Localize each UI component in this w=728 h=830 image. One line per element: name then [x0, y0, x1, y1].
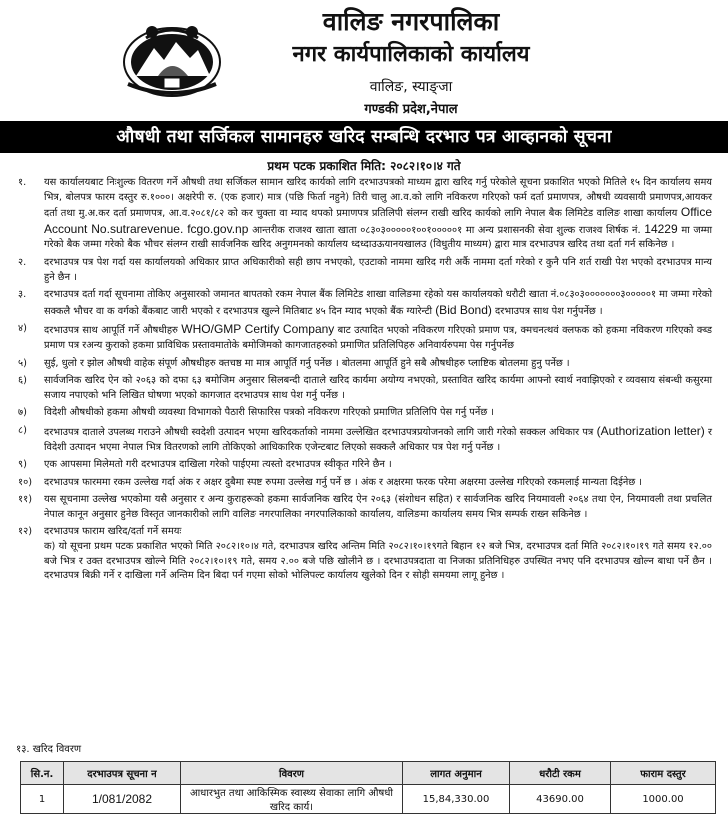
- list-item: [12, 406, 712, 421]
- item-text: दरभाउपत्र साथ आपूर्ति गर्ने औषधीहरु: [44, 325, 178, 337]
- item-number: ४): [18, 323, 27, 335]
- item-number: १०): [18, 476, 33, 488]
- col-header-form-fee: फाराम दस्तुर: [611, 762, 716, 785]
- item-number: ९): [18, 459, 27, 471]
- bid-bond-label: (Bid Bond): [435, 302, 492, 317]
- list-item: [12, 525, 712, 583]
- item-number: ७): [18, 407, 27, 419]
- item-text: सुई, धुलो र झोल औषधी वाहेक संपूर्ण औषधीहरु क्तचष्ठ मा मात्र आपूर्ति गर्नु पर्नेछ । बोतलमा आपूर्ति हुने सबै औषधीहरु प्लाष्टिक बोतलमा हुनु पर्नेछ ।: [44, 357, 570, 369]
- item-text: दरभाउपत्र फारममा रकम उल्लेख गर्दा अंक र अक्षर दुबैमा स्पष्ट रुपमा उल्लेख गर्नु पर्ने छ । अंक र अक्षरमा फरक परेमा अक्षरमा उल्लेख गरिएको रकमलाई मान्यता दिईनेछ ।: [44, 476, 643, 488]
- col-header-deposit: धरौटी रकम: [510, 762, 611, 785]
- publication-date: प्रथम पटक प्रकाशित मिति: २०८२।१०।४ गते: [267, 159, 461, 173]
- list-item: [12, 476, 712, 491]
- notice-content: [12, 176, 712, 587]
- authorization-letter-label: (Authorization letter): [596, 423, 705, 438]
- item-text: दरभाउपत्र दाताले उपलब्ध गराउने औषधी स्वदेशी उत्पादन भएमा खरिदकर्ताको नाममा उल्लेखित दरभाउपत्रप्रयोजनको लागि जारी गरेको सक्कल अधिकार पत्र: [44, 426, 594, 438]
- cell-form-fee: 1000.00: [611, 785, 716, 814]
- municipality-title: वालिङ नगरपालिका: [322, 7, 500, 36]
- table-row: [21, 785, 716, 814]
- cell-sn: 1: [21, 785, 64, 814]
- cell-deposit: 43690.00: [510, 785, 611, 814]
- who-gmp-label: WHO/GMP Certify Company: [181, 322, 335, 337]
- item-number: १.: [18, 177, 27, 188]
- item-text: दरभाउपत्र पत्र पेश गर्दा यस कार्यालयको अधिकार प्राप्त अधिकारीको सही छाप नभएको, एउटाको नाममा खरिद गरी अर्कै नाममा दर्ता गरेको र कुनै पनि शर्त राखी पेश भएको दरभाउपत्र मान्य हुने छैन ।: [44, 256, 712, 283]
- item-number: ३.: [18, 289, 27, 301]
- cell-notice-no: 1/081/2082: [64, 785, 181, 814]
- list-item: [12, 493, 712, 522]
- item-number: ८): [18, 424, 27, 436]
- table-header-row: [21, 762, 716, 785]
- procurement-table: [20, 761, 716, 814]
- list-item: [12, 288, 712, 319]
- col-header-cost-estimate: लागत अनुमान: [403, 762, 510, 785]
- item-text: मा जम्मा गरेको बैक जम्मा गरेको बैक भौचर संलग्न राखी सार्वजनिक खरिद अनुगमनको कार्यालय ध्दध्दाउऊयानयखालउ (विधुतीय माध्यम) द्वारा मात्र दरभाउपत्र खरिद तथा दर्ता गर्न सकिनेछ ।: [44, 224, 713, 251]
- col-header-description: विवरण: [181, 762, 403, 785]
- office-account-no: Office Account No.sutrarevenue. fcgo.gov.np: [44, 205, 712, 236]
- item-text: र विदेशी उत्पादन भएमा नेपाल भित्र वितरणको लागि तोकिएको आधिकारिक एजेन्टबाट लिएको सक्कलै अधिकार पत्र पेश गर्नु पर्नेछ ।: [44, 426, 712, 453]
- col-header-sn: सि.न.: [21, 762, 64, 785]
- list-item: [12, 176, 712, 253]
- item-text: दरभाउपत्र साथ पेश गर्नुपर्नेछ ।: [491, 305, 603, 317]
- section-13-label: १३. खरिद विवरण: [16, 744, 82, 755]
- item-text: दरभाउपत्र दर्ता गर्दा सूचनामा तोकिए अनुसारको जमानत बापतको रकम नेपाल बैंक लिमिटेड शाखा वालिङमा रहेको यस कार्यालयको धरौटी खाता नं.०८३०३०००००००३०००००१ मा जम्मा गरेको सक्कलै भौचर वा क वर्गको बैंकबाट जारी भएको र दरभाउपत्र खुल्ने मितिबाट ४५ दिन म्याद भएको बैंक ग्यारेन्टी: [44, 289, 712, 317]
- nepal-emblem-icon: [118, 18, 226, 100]
- list-item: [12, 458, 712, 473]
- item-number: २.: [18, 256, 27, 268]
- item-text: बाट उत्पादित भएको नविकरण गरिएको प्रमाण पत्र, क्मचनत्थवं क्लफक को हकमा नविकरण गरिएको क्ब्ड प्रमाण पत्र रअन्य कुराको हकमा प्राविधिक प्रस्तावमातोके बमोजिमको कागजातहरुको प्रमाणित प्रतिलिपिहरु अनिवार्यरुपमा पेस गर्नुपर्नेछ: [44, 325, 712, 351]
- item-text: विदेशी औषधीको हकमा औषधी व्यवस्था विभागको पैठारी सिफारिस पत्रको नविकरण गरिएको प्रमाणित प्रतिलिपि पेस गर्नु पर्नेछ ।: [44, 407, 495, 419]
- list-item: [12, 322, 712, 353]
- item-text: यस कार्यालयबाट निःशुल्क वितरण गर्ने औषधी तथा सर्जिकल सामान खरिद कार्यको लागि दरभाउपत्रको माध्यम द्वारा खरिद गर्नु परेकोले सूचना प्रकाशित भएको मितिले १५ दिन कार्यालय समय भित्र, बोलपत्र फारम दस्तुर रु.१०००। अक्षरेपी रु. (एक हजार) मात्र (पछि फिर्ता नहुने) तिरी चालु आ.व.को लागि नविकरण गरिएको फर्म दर्ता प्रमाणपत्र, औषधी व्यवसायी प्रमाणपत्र,आयकर दर्ता तथा मु.अ.कर दर्ता प्रमाणपत्र, आ.व.२०८१/८२ को कर चुक्ता वा म्याद थपको प्रमाणपत्र प्रतिलिपी संलग्न राखी खरिद कार्यको लागि नेपाल बैक लिमिटेड वालिङ शाखा कार्यालय: [44, 177, 712, 220]
- province: गण्डकी प्रदेश,नेपाल: [364, 102, 458, 117]
- cell-description: आधारभुत तथा आकिस्मिक स्वास्थ्य सेवाका लागि औषधी खरिद कार्य।: [181, 785, 403, 814]
- cell-cost-estimate: 15,84,330.00: [403, 785, 510, 814]
- list-item: [12, 256, 712, 285]
- item-text: दरभाउपत्र फाराम खरिद/दर्ता गर्ने समयः: [44, 526, 182, 538]
- item-text: यस सूचनामा उल्लेख भएकोमा यसै अनुसार र अन्य कुराहरूको हकमा सार्वजनिक खरिद ऐन २०६३ (संशोधन सहित) र सार्वजनिक खरिद नियमावली २०६४ तथा ऐन, नियमावली तथा प्रचलित नेपाल कानून अनुसार हुनेछ विस्तृत जानकारीको लागि वालिङ नगरपालिका नगरपालिकाको कार्यालय, वालिङमा कार्यालय समय भित्र सम्पर्क राख्न सकिनेछ ।: [44, 494, 712, 520]
- list-item: [12, 424, 712, 455]
- item-number: ६): [18, 375, 27, 387]
- revenue-code: 14229: [644, 221, 678, 236]
- header: [0, 0, 728, 118]
- item-number: ११): [18, 494, 33, 506]
- list-item: [12, 374, 712, 403]
- item-number: १२): [18, 526, 33, 538]
- address: वालिङ, स्याङ्जा: [369, 79, 453, 95]
- office-title: नगर कार्यपालिकाको कार्यालय: [292, 42, 530, 67]
- list-item: [12, 357, 712, 372]
- item-text: आन्तरीक राजश्व खाता खाता ०८३०३०००००१००१०००००१ मा अन्य प्रशासनकी सेवा शुल्क राजश्व शिर्षक नं.: [248, 224, 641, 236]
- col-header-notice-no: दरभाउपत्र सूचना न: [64, 762, 181, 785]
- item-text: सार्वजनिक खरिद ऐन को २०६३ को दफा ६३ बमोजिम अनुसार सिलबन्दी दाताले खरिद कार्यमा अयोग्य नभएको, प्रस्तावित खरिद कार्यमा आफ्नो स्वार्थ नवाझिएको र व्यवसाय संबन्धी कसुरमा सजाय नपाएको भनि लिखित घोषणा भएको कागजात दरभाउपत्र साथ पेश गर्नु पर्नेछ ।: [44, 375, 712, 401]
- item-subtext: क) यो सूचना प्रथम पटक प्रकाशित भएको मिति २०८२।१०।४ गते, दरभाउपत्र खरिद अन्तिम मिति २०८२।१०।१९गते बिहान १२ बजे भित्र, दरभाउपत्र दर्ता मिति २०८२।१०।१९ गते समय १२.०० बजे भित्र र उक्त दरभाउपत्र खोल्ने मिति २०८२।१०।१९ गते, समय २.०० बजे पछि खोलीने छ । दरभाउपत्रदाता वा निजका प्रतिनिधिहरु उपस्थित नभए पनि दरभाउपत्र खोल्न बाधा पर्ने छैन । दरभाउपत्र बिक्री गर्ने र दाखिला गर्ने अन्तिम दिन बिदा पर्न गएमा सोको भोलिपल्ट कार्यालय खुलेको दिन र सोही समयमा लागू हुनेछ ।: [44, 541, 712, 582]
- notice-banner: औषधी तथा सर्जिकल सामानहरु खरिद सम्बन्धि दरभाउ पत्र आव्हानको सूचना: [0, 121, 728, 153]
- item-text: एक आपसमा मिलेमतो गरी दरभाउपत्र दाखिला गरेको पाईएमा त्यस्तो दरभाउपत्र स्वीकृत गरिने छैन ।: [44, 459, 392, 471]
- item-number: ५): [18, 357, 27, 369]
